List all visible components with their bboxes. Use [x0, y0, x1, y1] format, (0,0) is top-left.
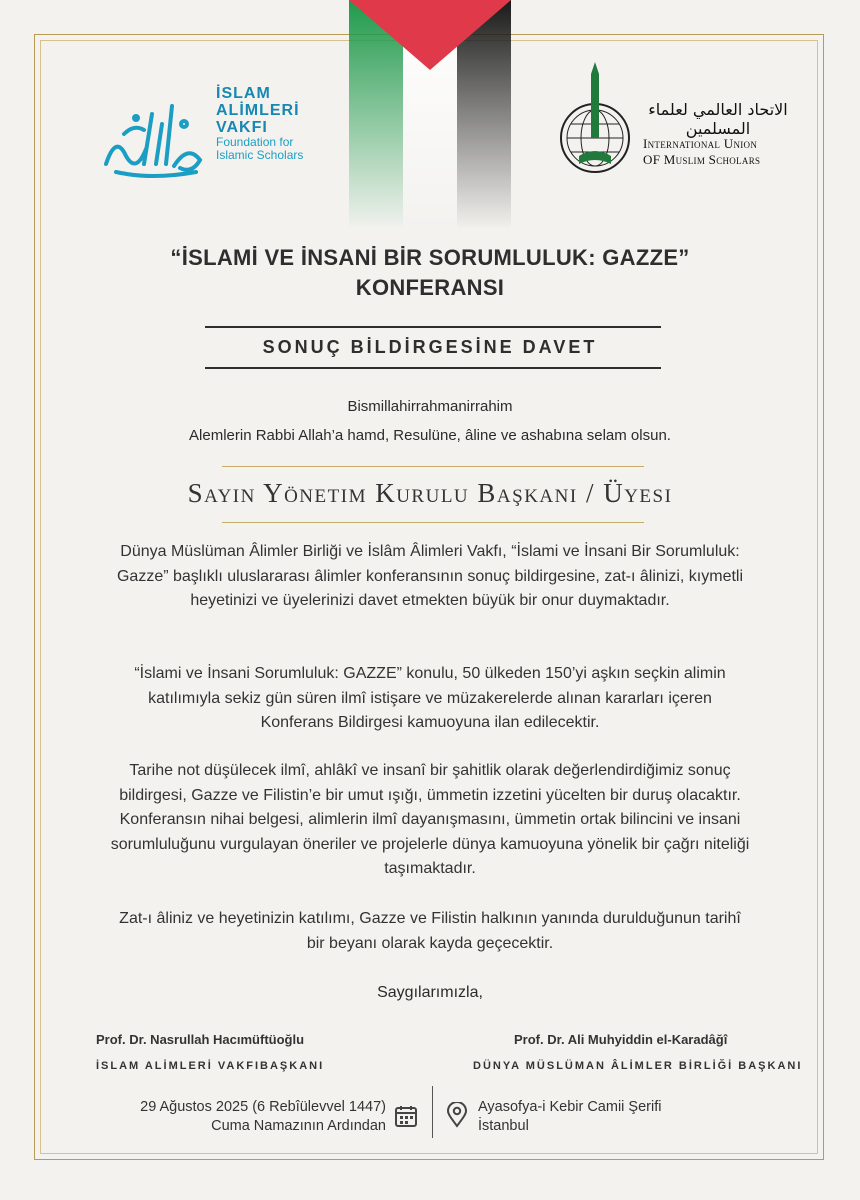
iums-logo	[555, 60, 795, 180]
title-rule-bottom	[205, 367, 661, 369]
signatory-2-name: Prof. Dr. Ali Muhyiddin el-Karadâğî	[514, 1032, 728, 1047]
brand-line-4: Foundation for	[216, 135, 294, 150]
arabic-calligraphy-logo-icon	[96, 94, 208, 180]
title-line-2: KONFERANSI	[355, 274, 505, 300]
paragraph-4: Zat-ı âliniz ve heyetinizin katılımı, Gazze ve Filistin halkının yanında durulduğunun tarihî bir beyanı olarak kayda geçecektir.	[119, 910, 741, 952]
footer-divider	[432, 1086, 433, 1138]
title-line-1: “İSLAMİ VE İNSANİ BİR SORUMLULUK: GAZZE”	[170, 245, 690, 270]
foundation-brand-text	[216, 86, 303, 162]
title-rule-top	[205, 326, 661, 328]
iums-english-line-1: International Union	[643, 136, 758, 151]
addressee: Sayın Yönetim Kurulu Başkanı / Üyesi	[187, 478, 673, 508]
event-place-line-2: İstanbul	[478, 1118, 529, 1134]
signatory-1-title: İSLAM ALİMLERİ VAKFIBAŞKANI	[96, 1060, 325, 1072]
islam-alimleri-vakfi-logo	[96, 86, 316, 186]
iums-english-name	[643, 136, 793, 169]
paragraph-1: Dünya Müslüman Âlimler Birliği ve İslâm Âlimleri Vakfı, “İslami ve İnsani Bir Sorumluluk: Gazze” başlıklı uluslararası âlimler konferansının sonuç bildirgesine, zat-ı âlinizi, kıymetli heyetinizi ve üyelerinizi davet etmekten büyük bir onur duymaktadır.	[116, 543, 744, 609]
calendar-icon	[394, 1104, 418, 1128]
bismillah: Bismillahirrahmanirrahim	[347, 398, 513, 415]
location-pin-icon	[446, 1102, 468, 1128]
palestine-flag-ribbon	[349, 0, 511, 230]
signatory-2-title: DÜNYA MÜSLÜMAN ÂLİMLER BİRLİĞİ BAŞKANI	[473, 1060, 803, 1072]
addressee-rule-top	[222, 466, 644, 467]
brand-line-1: İSLAM	[216, 85, 271, 102]
conference-title	[80, 243, 780, 302]
event-date	[96, 1098, 386, 1136]
event-date-line-2: Cuma Namazının Ardından	[211, 1118, 386, 1134]
brand-line-3: VAKFI	[216, 118, 268, 136]
globe-mosque-emblem-icon	[555, 60, 639, 178]
addressee-rule-bottom	[222, 522, 644, 523]
signatory-1-name: Prof. Dr. Nasrullah Hacımüftüoğlu	[96, 1032, 305, 1047]
iums-english-line-2: OF Muslim Scholars	[643, 152, 761, 168]
brand-line-5: Islamic Scholars	[216, 147, 304, 162]
event-place	[478, 1098, 758, 1136]
greeting: Alemlerin Rabbi Allah’a hamd, Resulüne, âline ve ashabına selam olsun.	[189, 427, 671, 444]
event-date-line-1: 29 Ağustos 2025 (6 Rebîülevvel 1447)	[140, 1099, 386, 1115]
brand-line-2: ALİMLERİ	[216, 101, 300, 119]
closing: Saygılarımızla,	[377, 984, 483, 1001]
paragraph-3: Tarihe not düşülecek ilmî, ahlâkî ve insanî bir şahitlik olarak değerlendirdiğimiz sonuç bildirgesi, Gazze ve Filistin’e bir umut ışığı, ümmetin izzetini yücelten bir duruş olacaktır. Konferansın nihai belgesi, alimlerin ilmî dayanışmasını, ümmetin ortak bilincini ve insani sorumluluğunu vurgulayan öneriler ve projelerle dünya kamuoyuna yönelik bir çağrı niteliği taşımaktadır.	[110, 762, 750, 877]
iums-arabic-name: الاتحاد العالمي لعلماء المسلمين	[648, 100, 788, 138]
paragraph-2: “İslami ve İnsani Sorumluluk: GAZZE” konulu, 50 ülkeden 150’yi aşkın seçkin alimin katılımıyla sekiz gün süren ilmî istişare ve müzakerelerde alınan kararları içeren Konferans Bildirgesi kamuoyuna ilan edilecektir.	[134, 665, 726, 731]
subtitle: SONUÇ BİLDİRGESİNE DAVET	[262, 337, 598, 357]
event-place-line-1: Ayasofya-i Kebir Camii Şerifi	[478, 1099, 662, 1115]
